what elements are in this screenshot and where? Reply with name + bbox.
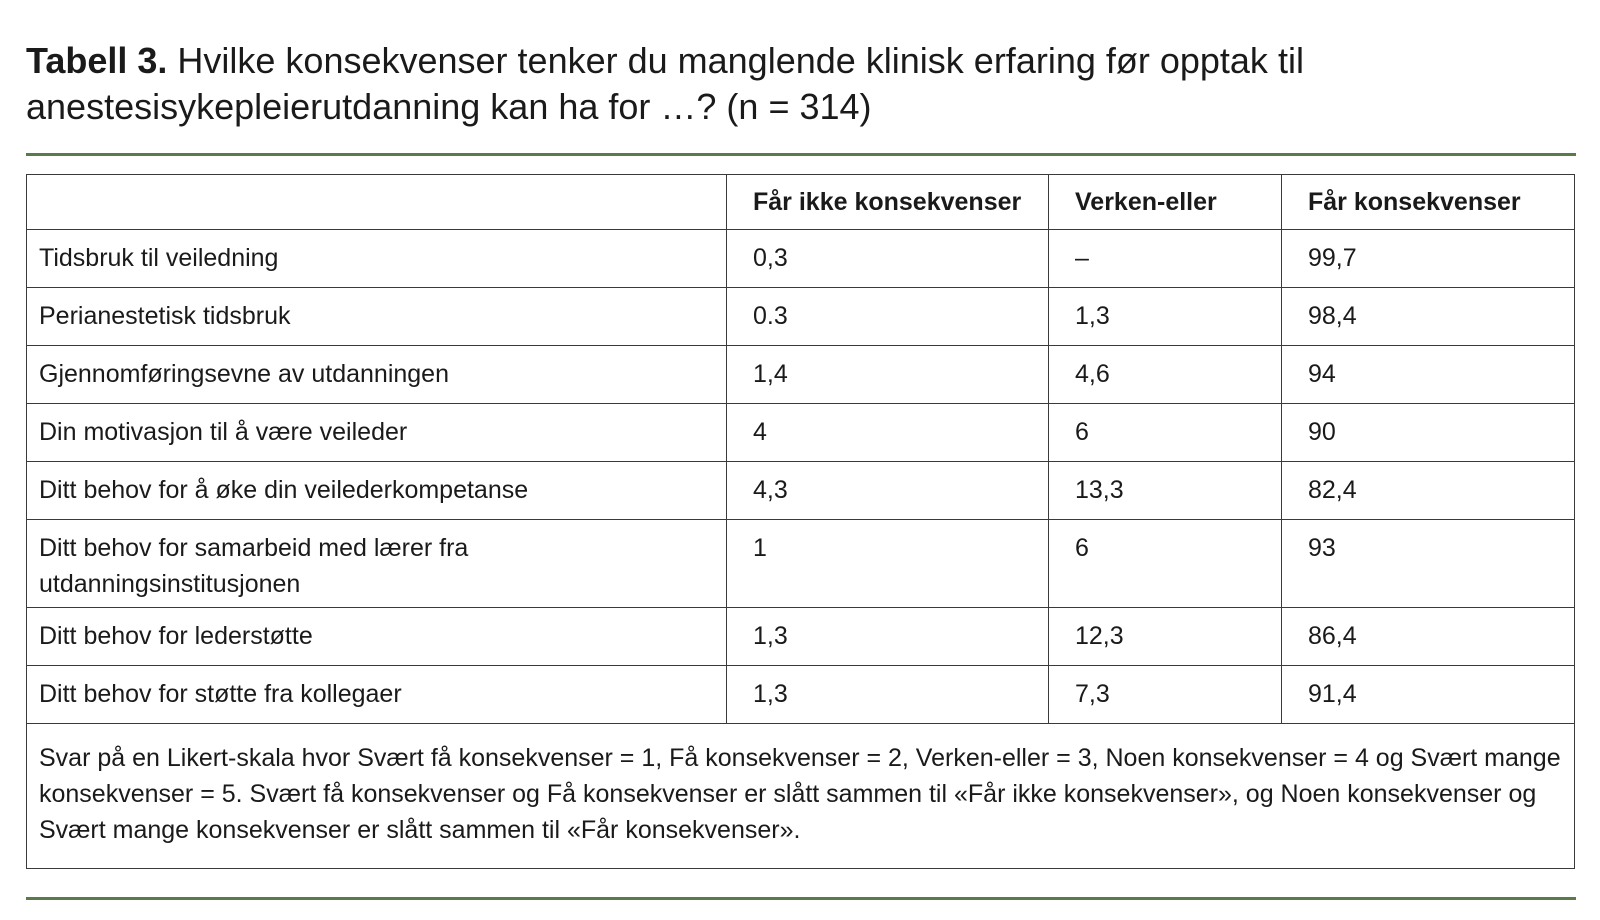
cell-no-consequences: 4 xyxy=(727,404,1049,462)
row-label: Perianestetisk tidsbruk xyxy=(27,288,727,346)
table-row xyxy=(27,230,1575,288)
header-consequences: Får konsekvenser xyxy=(1282,175,1575,230)
header-row xyxy=(27,175,1575,230)
cell-consequences: 82,4 xyxy=(1282,462,1575,520)
table-row xyxy=(27,666,1575,724)
cell-consequences: 98,4 xyxy=(1282,288,1575,346)
cell-no-consequences: 0.3 xyxy=(727,288,1049,346)
cell-no-consequences: 1,3 xyxy=(727,666,1049,724)
cell-no-consequences: 4,3 xyxy=(727,462,1049,520)
header-empty xyxy=(27,175,727,230)
table-row xyxy=(27,288,1575,346)
row-label: Tidsbruk til veiledning xyxy=(27,230,727,288)
cell-neither: 13,3 xyxy=(1049,462,1282,520)
cell-no-consequences: 1 xyxy=(727,520,1049,608)
cell-no-consequences: 1,3 xyxy=(727,608,1049,666)
top-divider xyxy=(26,153,1576,156)
row-label: Gjennomføringsevne av utdanningen xyxy=(27,346,727,404)
cell-no-consequences: 1,4 xyxy=(727,346,1049,404)
results-table xyxy=(26,174,1575,869)
table-row xyxy=(27,346,1575,404)
table-row xyxy=(27,520,1575,608)
cell-neither: 7,3 xyxy=(1049,666,1282,724)
row-label: Ditt behov for støtte fra kollegaer xyxy=(27,666,727,724)
row-label: Din motivasjon til å være veileder xyxy=(27,404,727,462)
row-label: Ditt behov for lederstøtte xyxy=(27,608,727,666)
cell-consequences: 90 xyxy=(1282,404,1575,462)
cell-consequences: 93 xyxy=(1282,520,1575,608)
table-row xyxy=(27,608,1575,666)
cell-neither: 6 xyxy=(1049,520,1282,608)
cell-no-consequences: 0,3 xyxy=(727,230,1049,288)
table-caption: Hvilke konsekvenser tenker du manglende klinisk erfaring før opptak til anestesisykepleierutdanning kan ha for …? (n = 314) xyxy=(26,40,1304,127)
cell-neither: 6 xyxy=(1049,404,1282,462)
cell-neither: 4,6 xyxy=(1049,346,1282,404)
header-no-consequences: Får ikke konsekvenser xyxy=(727,175,1049,230)
results-table-container xyxy=(26,174,1574,869)
table-row xyxy=(27,462,1575,520)
table-footnote: Svar på en Likert-skala hvor Svært få konsekvenser = 1, Få konsekvenser = 2, Verken-eller = 3, Noen konsekvenser = 4 og Svært mange konsekvenser = 5. Svært få konsekvenser og Få konsekvenser er slått sammen til «Får ikke konsekvenser», og Noen konsekvenser og Svært mange konsekvenser er slått sammen til «Får konsekvenser». xyxy=(27,724,1575,869)
row-label: Ditt behov for å øke din veilederkompetanse xyxy=(27,462,727,520)
cell-neither: 1,3 xyxy=(1049,288,1282,346)
cell-consequences: 94 xyxy=(1282,346,1575,404)
cell-consequences: 99,7 xyxy=(1282,230,1575,288)
cell-neither: – xyxy=(1049,230,1282,288)
cell-consequences: 91,4 xyxy=(1282,666,1575,724)
header-neither: Verken-eller xyxy=(1049,175,1282,230)
table-number: Tabell 3. xyxy=(26,40,168,81)
row-label: Ditt behov for samarbeid med lærer fra utdanningsinstitusjonen xyxy=(27,520,727,608)
note-row xyxy=(27,724,1575,869)
bottom-divider xyxy=(26,897,1576,900)
cell-neither: 12,3 xyxy=(1049,608,1282,666)
table-title xyxy=(26,38,1566,130)
cell-consequences: 86,4 xyxy=(1282,608,1575,666)
table-row xyxy=(27,404,1575,462)
